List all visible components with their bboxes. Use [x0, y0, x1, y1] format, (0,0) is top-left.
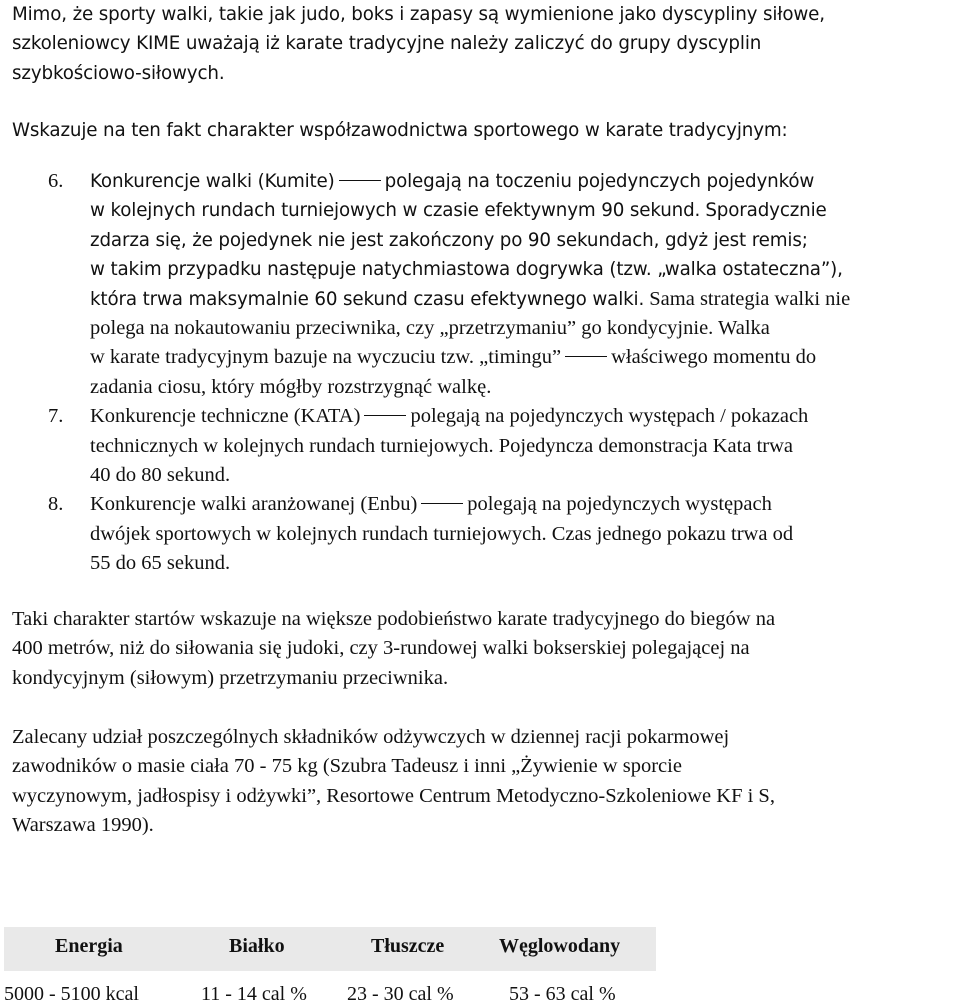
item-text: która trwa maksymalnie 60 sekund czasu efektywnego walki.: [90, 288, 645, 310]
item-text: polega na nokautowaniu przeciwnika, czy „przetrzymaniu” go kondycyjnie. Walka: [90, 317, 770, 340]
item-text: Konkurencje walki (Kumite): [90, 171, 335, 192]
em-dash: [364, 415, 406, 416]
item-text: polegają na pojedynczych występach: [467, 493, 772, 516]
nutrition-table: [4, 927, 656, 1005]
lead-sentence: [12, 116, 952, 145]
table-header-cell: Tłuszcze: [371, 935, 445, 957]
table-header-cell: Energia: [55, 935, 123, 957]
item-text: 40 do 80 sekund.: [90, 464, 231, 487]
table-cell: 53 - 63 cal %: [509, 983, 616, 1005]
item-text: właściwego momentu do: [611, 346, 817, 369]
item-number: 6.: [48, 170, 64, 192]
item-text: 55 do 65 sekund.: [90, 552, 231, 575]
lead-text: Wskazuje na ten fakt charakter współzawodnictwa sportowego w karate tradycyjnym:: [12, 120, 788, 141]
table-header-cell: Węglowodany: [499, 935, 621, 957]
table-header-cell: Białko: [229, 935, 285, 957]
paragraph-line: Taki charakter startów wskazuje na większe podobieństwo karate tradycyjnego do biegów na: [12, 608, 776, 630]
item-number: 7.: [48, 405, 64, 428]
em-dash: [339, 180, 381, 181]
item-text: zdarza się, że pojedynek nie jest zakończony po 90 sekundach, gdyż jest remis;: [90, 229, 808, 251]
paragraph-line: Warszawa 1990).: [12, 813, 154, 836]
item-text: dwójek sportowych w kolejnych rundach turniejowych. Czas jednego pokazu trwa od: [90, 522, 794, 545]
paragraph-line: kondycyjnym (siłowym) przetrzymaniu przeciwnika.: [12, 666, 449, 689]
intro-line: szkoleniowcy KIME uważają iż karate tradycyjne należy zaliczyć do grupy dyscyplin: [12, 33, 762, 55]
em-dash: [421, 503, 463, 504]
intro-line: Mimo, że sporty walki, takie jak judo, boks i zapasy są wymienione jako dyscypliny siłowe,: [12, 4, 825, 25]
item-text: polegają na pojedynczych występach / pokazach: [410, 405, 809, 428]
list-item-6: [48, 167, 956, 402]
em-dash: [565, 356, 607, 357]
list-item-7: [48, 402, 956, 490]
paragraph-nutrition: [12, 723, 952, 840]
table-header-row: [4, 927, 656, 971]
item-number: 8.: [48, 493, 64, 516]
item-text: Sama strategia walki nie: [649, 287, 851, 310]
intro-paragraph: [12, 0, 952, 88]
table-cell: 23 - 30 cal %: [347, 983, 454, 1005]
paragraph-line: 400 metrów, niż do siłowania się judoki, czy 3-rundowej walki bokserskiej polegającej na: [12, 637, 750, 660]
intro-line: szybkościowo-siłowych.: [12, 62, 225, 84]
paragraph-line: Zalecany udział poszczególnych składników odżywczych w dziennej racji pokarmowej: [12, 726, 730, 748]
item-text: technicznych w kolejnych rundach turniejowych. Pojedyncza demonstracja Kata trwa: [90, 434, 793, 457]
item-text: w takim przypadku następuje natychmiastowa dogrywka (tzw. „walka ostateczna”),: [90, 259, 843, 281]
item-text: Sporadycznie: [705, 200, 827, 222]
paragraph-comparison: [12, 605, 952, 693]
paragraph-line: zawodników o masie ciała 70 - 75 kg (Szubra Tadeusz i inni „Żywienie w sporcie: [12, 755, 682, 778]
item-text: w kolejnych rundach turniejowych w czasie efektywnym 90 sekund.: [90, 200, 701, 222]
paragraph-line: wyczynowym, jadłospisy i odżywki”, Resortowe Centrum Metodyczno-Szkoleniowe KF i S,: [12, 784, 775, 807]
item-text: w karate tradycyjnym bazuje na wyczuciu tzw. „timingu”: [90, 346, 562, 369]
list-item-8: [48, 490, 956, 578]
table-cell: 5000 - 5100 kcal: [4, 983, 139, 1005]
item-text: Konkurencje techniczne (KATA): [90, 405, 361, 428]
item-text: zadania ciosu, który mógłby rozstrzygnąć walkę.: [90, 375, 492, 398]
item-text: Konkurencje walki aranżowanej (Enbu): [90, 493, 418, 516]
competition-list: [48, 167, 956, 579]
table-cell: 11 - 14 cal %: [201, 983, 307, 1005]
item-text: polegają na toczeniu pojedynczych pojedynków: [384, 171, 815, 192]
